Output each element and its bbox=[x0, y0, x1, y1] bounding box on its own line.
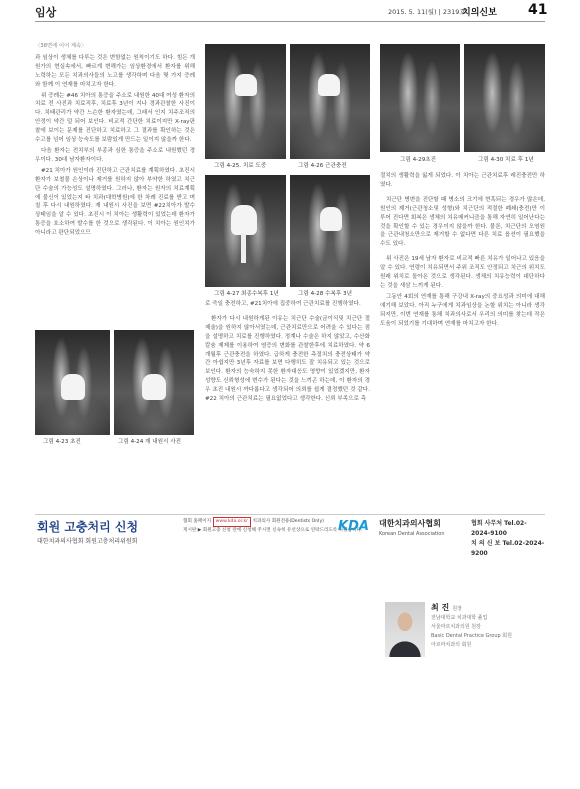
figure-caption: 그림 4-27 최종수복후 1년 bbox=[214, 291, 279, 297]
page-header bbox=[0, 0, 580, 26]
ad-subtitle: 대한치과의사협회 회원고충처리위원회 bbox=[37, 538, 138, 545]
figure-caption: 그림 4-23 초진 bbox=[43, 439, 81, 445]
figure-caption: 그림 4-28 수복후 3년 bbox=[298, 291, 353, 297]
author-line: 전남대학교 치과대학 졸업 bbox=[431, 615, 488, 621]
paragraph: 위 증례는 #46 치아의 통증을 주소로 내원한 40대 여성 환자의 치료 전 사진과 치료직후, 치료후 3년이 지나 경과관찰한 사진이다. 치태관리가 약간 느슨한 환자였는데, 그래서 인지 치주조직의 안정이 약간 덜 되어 보인다. 비교적 간단한 치료이지만 X-ray판찰에 보이는 문제를 진단하고 치료하고 그 결과를 확인하는 것은 수고를 넘어 임상 능숙도를 보람있게 만드는 일이지 않을까 한다. bbox=[35, 92, 195, 144]
continued-note: 〈38면에 이어 계속〉 bbox=[35, 43, 87, 49]
author-name: 최 진 원장 bbox=[431, 603, 462, 612]
paragraph: 과 임상이 생체를 다루는 것은 변함없는 원칙이기도 하다. 힘든 개원가의 현실속에서, 빠르게 변해가는 임상환경에서 환자를 위해 노력하는 모든 치과의사들의 노고를 생각하며 다음 몇 가지 증례와 함께 이 연재를 마치고자 한다. bbox=[35, 54, 195, 88]
issue-date: 2015. 5. 11(월) | 2319호 bbox=[388, 8, 466, 16]
xray-figure bbox=[114, 330, 194, 435]
paragraph: 절치의 생활력을 잃게 되었다. 이 치아는 근관치료후 레진충전만 하였다. bbox=[380, 173, 545, 188]
xray-figure bbox=[35, 330, 110, 435]
blank-ad-space bbox=[20, 551, 561, 782]
paragraph: 환자가 다시 내원하게된 이유는 치근단 수술(금이식및 치근단 절제술)을 원하지 않아서였는데, 근관치료만으로 어려울 수 있다는 점을 설명하고 치료를 진행하였다. 정계나 수술은 하지 않았고, 수산화칼슘 제제를 이용하여 염증의 변화를 관찰한후에 치료하였다. 약 6 개월후 근관충전을 하였다. 급하게 충전한 측절치의 충전상태가 약간 아쉽지만 3년후 자료를 보면 다행히도 잘 치유되고 있는 것으로 보인다. 환자의 능숙하지 못한 환자대응도 영향이 있었겠지만, 환자 성향도 신뢰형성에 변수가 된다는 것을 느끼곤 하는데, 이 환자의 경우 초진 내원시 까다롭다고 생각되어 의뢰를 쉽게 결정했던 것 같다. #22 치아의 근관치료는 필요없었다고 생각한다. 신뢰 부족으로 측 bbox=[205, 315, 370, 403]
figure-caption: 그림 4-25. 치료 도중 bbox=[214, 163, 267, 169]
ad-banner[interactable] bbox=[35, 514, 545, 557]
xray-figure bbox=[464, 44, 545, 152]
xray-figure bbox=[290, 175, 370, 287]
org-name-en: Korean Dental Association bbox=[379, 531, 445, 537]
article-column-2 bbox=[205, 300, 370, 406]
figure-caption: 그림 4-24 재 내원시 사진 bbox=[118, 439, 182, 445]
ad-line: 치과의사 회원전용(Dentists Only) bbox=[252, 519, 324, 524]
xray-figure bbox=[205, 44, 286, 159]
paragraph: #21 치아가 원인이라 진단하고 근관치료를 계획하였다. 초진시 환자가 보철물 손상이나 제거를 원하지 않아 부약한 하였고 치근단 수술의 가능성도 설명하였다. 그러나, 환자는 원자의 치료계획에 불신이 있었는지 타 치과(대학병원)에 한 차례 진료를 받고 며칠 후 다시 내원하였다. 재 내원시 사진을 보면 #22치아가 발수 상태임을 알 수 있다. 초진시 이 치아는 생활력이 있었는데 환자가 통증을 호소하여 발수를 한 것으로 생각된다. 이 치아는 원인치가 아니라고 판단되었으므 bbox=[35, 167, 195, 237]
contact-line: 치 의 신 보 Tel.02-2024-9200 bbox=[471, 540, 545, 557]
paragraph: 치근단 병변을 진단할 때 병소의 크기에 현혹되는 경우가 많은데, 원인의 제거(근관청소및 성형)와 치근단의 적절한 폐쇄(충전)만 이루어 진다면 회복은 생체의 치유메커니즘을 통해 자연히 일어난다는 것을 확인할 수 있는 경우이지 않을까 한다. 물론, 치근단의 오염원을 근관내청소만으로 제거할 수 없다면 다른 치료 옵션이 필요했을 수도 있다. bbox=[380, 196, 545, 248]
ad-line: 게시판 ▶ 회원고충 신청 란에 신청해 주시면 신속히 유선상으로 연락드리도록 하겠습니다. bbox=[183, 527, 363, 533]
newspaper-name: 치의신보 bbox=[462, 8, 497, 18]
paragraph: 다음 환자는 전치부의 부종과 심한 통증을 주소로 내원했던 경우이다. 30대 남자환자이다. bbox=[35, 147, 195, 163]
header-divider bbox=[35, 21, 545, 22]
paragraph: 로 즉일 충전하고, #21치아에 집중하여 근관치료를 진행하였다. bbox=[205, 301, 361, 307]
section-label: 임상 bbox=[35, 6, 57, 19]
author-line: 아르마치과의 회원 bbox=[431, 642, 472, 648]
ad-title: 회원 고충처리 신청 bbox=[37, 520, 139, 534]
ad-instructions: 협회 홈페이지 www.kda.or.kr 치과의사 회원전용(Dentists Only) 게시판 ▶ 회원고충 신청 란에 신청해 주시면 신속히 유선상으로 연락드리도록 하겠습니다. bbox=[183, 519, 363, 533]
contact-line: 협회 사무처 Tel.02-2024-9100 bbox=[471, 520, 527, 537]
xray-figure bbox=[290, 44, 370, 159]
kda-logo: KDA bbox=[338, 519, 369, 534]
xray-figure bbox=[205, 175, 286, 287]
article-column-1 bbox=[35, 42, 195, 240]
page-number: 41 bbox=[528, 2, 548, 18]
author-line: Basic Dental Practice Group 회원 bbox=[431, 633, 512, 639]
figure-caption: 그림 4-26 근관충전 bbox=[298, 163, 347, 169]
paragraph: 그동안 4회의 연재를 통해 구강내 X-ray의 중요성과 의미에 대해 얘기해 보았다. 아직 누구에게 치과임상을 논할 위치는 아니라 생각되지만, 이번 연재를 통해 치과의사로서 우리의 의미를 찾는데 작은 도움이 되었기를 기대하며 연재를 마치고자 한다. bbox=[380, 293, 545, 327]
xray-figure bbox=[380, 44, 460, 152]
author-role: 원장 bbox=[452, 606, 462, 612]
figure-caption: 그림 4-29초진 bbox=[400, 157, 437, 163]
ad-url-link[interactable]: www.kda.or.kr bbox=[213, 517, 251, 527]
article-column-3 bbox=[380, 172, 545, 331]
paragraph: 위 사진은 19세 남자 환자로 비교적 빠른 치유가 일어나고 있음을 알 수 있다. 연령이 치유되면서 주위 조직도 안정되고 치근의 위치도 원래 위치로 돌아온 것으로 생각된다. 생체의 치유능력이 대단하다는 것을 새삼 느끼게 된다. bbox=[380, 256, 545, 289]
author-line: 서울마르치과의원 원장 bbox=[431, 624, 481, 630]
org-name-ko: 대한치과의사협회 bbox=[379, 519, 441, 528]
figure-caption: 그림 4-30 치료 후 1년 bbox=[478, 157, 534, 163]
